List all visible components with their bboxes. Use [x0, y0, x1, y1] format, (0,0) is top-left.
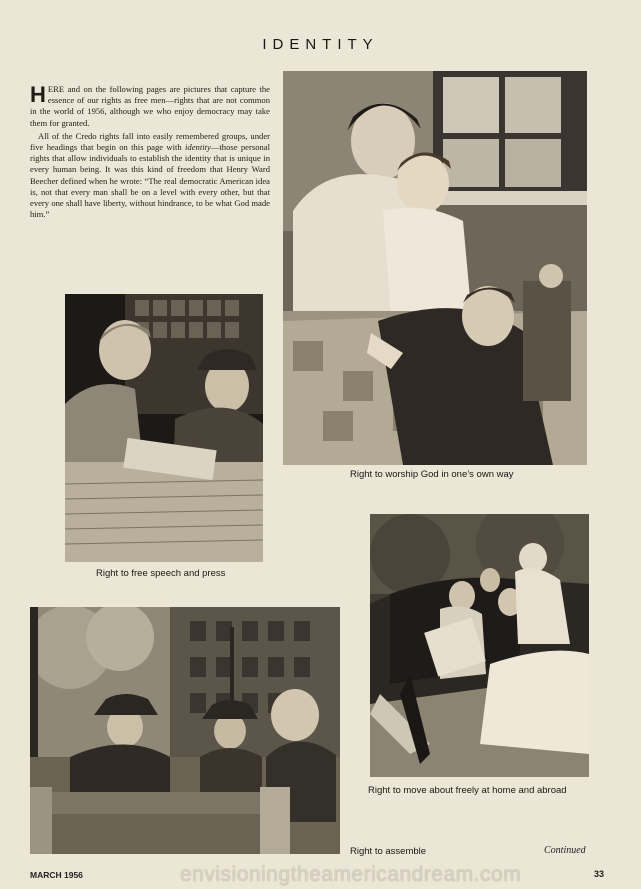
- page-number: 33: [594, 869, 605, 879]
- continued-label: Continued: [544, 845, 586, 856]
- caption-speech: Right to free speech and press: [96, 568, 226, 579]
- photo-worship: [283, 71, 587, 465]
- intro-paragraph-1: [30, 84, 270, 129]
- drop-cap: H: [30, 82, 46, 107]
- caption-assemble: Right to assemble: [350, 846, 427, 857]
- caption-move: Right to move about freely at home and abroad: [368, 785, 567, 796]
- issue-date: MARCH 1956: [30, 870, 83, 880]
- intro-paragraph-1-text: ERE and on the following pages are pictures that capture the essence of our rights as free men—rights that are not common in the world of 1956, although we who enjoy democracy may take them for granted.: [30, 84, 270, 128]
- intro-text: [30, 84, 270, 222]
- intro-paragraph-2: [30, 131, 270, 221]
- page-title: IDENTITY: [262, 36, 379, 53]
- caption-worship: Right to worship God in one’s own way: [350, 469, 514, 480]
- intro-paragraph-2-emphasis: identity: [185, 142, 211, 153]
- intro-paragraph-2-text-b: —those personal rights that allow individuals to establish the identity that is unique in every human being. It was this kind of freedom that Henry Ward Beecher defined when he wrote: “The real democratic American idea is, not that every man shall be on a level with every other, but that every one shall have liberty, without hindrance, to be what God made him.”: [30, 142, 270, 220]
- photo-assemble: [30, 607, 340, 854]
- intro-paragraph-2-text-a: All of the Credo rights fall into easily remembered groups, under five headings that begin on this page with: [30, 130, 270, 153]
- photo-move: [370, 514, 589, 777]
- watermark-text: envisioningtheamericandream.com: [180, 863, 522, 886]
- photo-speech: [65, 294, 263, 562]
